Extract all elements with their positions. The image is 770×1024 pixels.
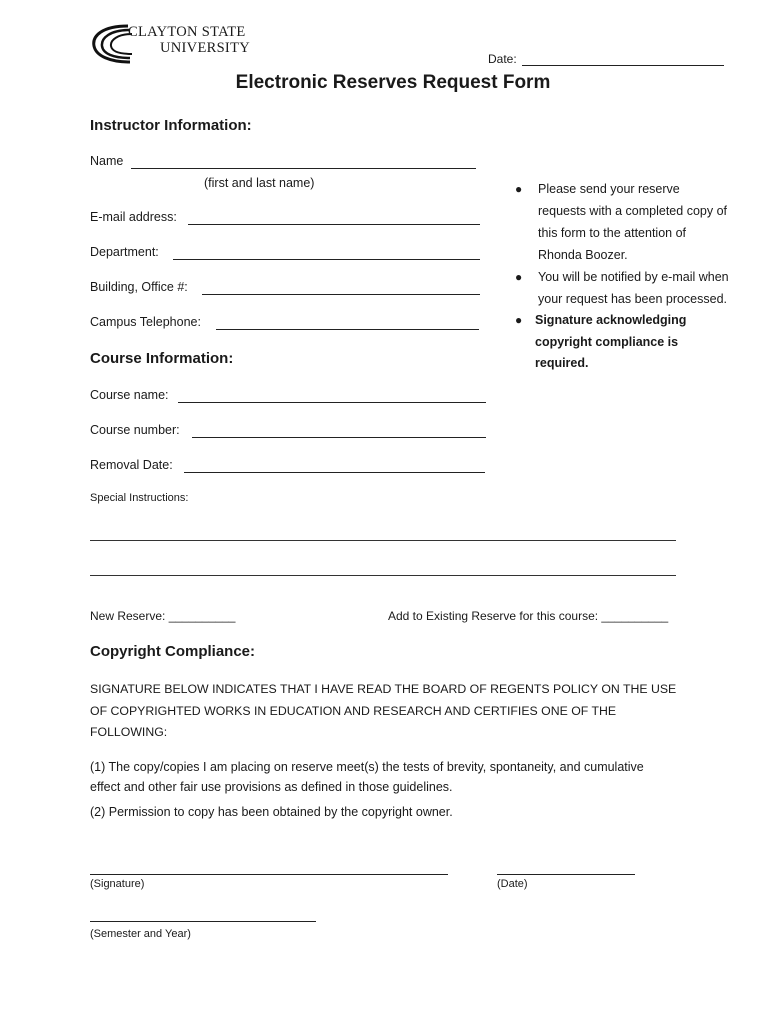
signature-field[interactable] bbox=[90, 874, 448, 875]
email-label: E-mail address: bbox=[90, 210, 177, 224]
building-label: Building, Office #: bbox=[90, 280, 188, 294]
removal-date-field[interactable] bbox=[184, 472, 485, 473]
phone-label: Campus Telephone: bbox=[90, 315, 201, 329]
special-instructions-label: Special Instructions: bbox=[90, 492, 189, 504]
notes-list bbox=[510, 178, 730, 375]
copyright-heading: Copyright Compliance: bbox=[90, 643, 256, 660]
semester-label: (Semester and Year) bbox=[90, 928, 191, 940]
copyright-statement: SIGNATURE BELOW INDICATES THAT I HAVE READ THE BOARD OF REGENTS POLICY ON THE USE OF COPYRIGHTED WORKS IN EDUCATION AND RESEARCH AND CERTIFIES ONE OF THE FOLLOWING: bbox=[90, 682, 677, 739]
note-item: ● You will be notified by e-mail when your request has been processed. bbox=[510, 266, 730, 310]
email-field[interactable] bbox=[188, 224, 480, 225]
course-heading: Course Information: bbox=[90, 350, 234, 367]
note-item: ● Signature acknowledging copyright compliance is required. bbox=[510, 310, 730, 375]
course-number-label: Course number: bbox=[90, 423, 180, 437]
special-instructions-line-2[interactable] bbox=[90, 575, 676, 576]
logo-line1: CLAYTON STATE bbox=[128, 24, 246, 40]
special-instructions-line-1[interactable] bbox=[90, 540, 676, 541]
signature-date-field[interactable] bbox=[497, 874, 635, 875]
removal-date-label: Removal Date: bbox=[90, 458, 173, 472]
department-field[interactable] bbox=[173, 259, 480, 260]
bullet-icon: ● bbox=[515, 182, 523, 196]
name-label: Name bbox=[90, 154, 124, 168]
name-hint: (first and last name) bbox=[204, 176, 315, 190]
course-number-field[interactable] bbox=[192, 437, 486, 438]
instructor-heading: Instructor Information: bbox=[90, 117, 252, 134]
building-field[interactable] bbox=[202, 294, 480, 295]
semester-field[interactable] bbox=[90, 921, 316, 922]
department-label: Department: bbox=[90, 245, 159, 259]
copyright-item-2: (2) Permission to copy has been obtained by the copyright owner. bbox=[90, 805, 453, 819]
note-item: ● Please send your reserve requests with a completed copy of this form to the attention of Rhonda Boozer. bbox=[510, 178, 730, 266]
existing-reserve-field[interactable]: Add to Existing Reserve for this course: __________ bbox=[388, 609, 669, 623]
date-field[interactable] bbox=[522, 65, 724, 66]
course-name-field[interactable] bbox=[178, 402, 486, 403]
signature-date-label: (Date) bbox=[497, 878, 528, 890]
course-name-label: Course name: bbox=[90, 388, 169, 402]
signature-label: (Signature) bbox=[90, 878, 145, 890]
name-field[interactable] bbox=[131, 168, 476, 169]
bullet-icon: ● bbox=[515, 270, 523, 284]
bullet-icon: ● bbox=[515, 313, 523, 327]
phone-field[interactable] bbox=[216, 329, 479, 330]
date-label: Date: bbox=[488, 52, 517, 66]
logo-line2: UNIVERSITY bbox=[160, 40, 250, 56]
page-title: Electronic Reserves Request Form bbox=[235, 72, 551, 93]
new-reserve-field[interactable]: New Reserve: __________ bbox=[90, 609, 236, 623]
copyright-item-1: (1) The copy/copies I am placing on reserve meet(s) the tests of brevity, spontaneity, and cumulative effect and other fair use provisions as defined in those guidelines. bbox=[90, 760, 644, 794]
